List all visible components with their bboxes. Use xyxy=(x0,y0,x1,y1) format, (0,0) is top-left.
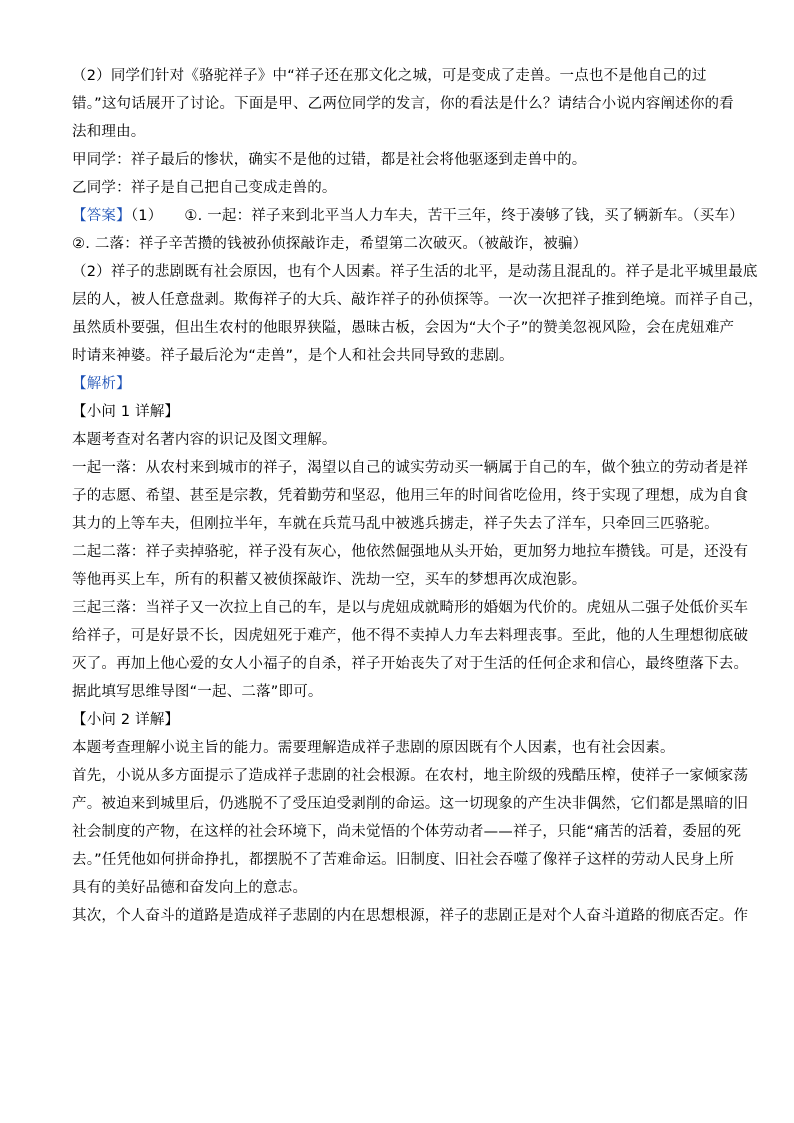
analysis-tag-label: 【解析】 xyxy=(72,376,131,392)
q2-heading: 【小问 2 详解】 xyxy=(72,712,180,728)
question-line: 法和理由。 xyxy=(72,124,146,140)
analysis-line: 社会制度的产物，在这样的社会环境下，尚未觉悟的个体劳动者——祥子，只能“痛苦的活着，委屈的死 xyxy=(72,824,742,840)
analysis-line: 三起三落：当祥子又一次拉上自己的车，是以与虎妞成就畸形的婚姻为代价的。虎妞从二强子处低价买车 xyxy=(72,600,749,616)
analysis-line: 本题考查理解小说主旨的能力。需要理解造成祥子悲剧的原因既有个人因素，也有社会因素。 xyxy=(72,740,675,756)
analysis-line: 其力的上等车夫，但刚拉半年，车就在兵荒马乱中被逃兵掳走，祥子失去了洋车，只牵回三匹骆驼。 xyxy=(72,516,719,532)
analysis-line: 本题考查对名著内容的识记及图文理解。 xyxy=(72,432,337,448)
answer-part1-prefix: （1） xyxy=(130,208,163,224)
student-a-statement: 甲同学：祥子最后的惨状，确实不是他的过错，都是社会将他驱逐到走兽中的。 xyxy=(72,152,587,168)
answer-part2-line: （2）祥子的悲剧既有社会原因，也有个人因素。祥子生活的北平，是动荡且混乱的。祥子是北平城里最底 xyxy=(72,264,758,280)
analysis-line: 一起一落：从农村来到城市的祥子，渴望以自己的诚实劳动买一辆属于自己的车，做个独立的劳动者是祥 xyxy=(72,460,749,476)
answer-part2-line: 时请来神婆。祥子最后沦为“走兽”，是个人和社会共同导致的悲剧。 xyxy=(72,348,514,364)
answer-part2-line: 虽然质朴要强，但出生农村的他眼界狭隘，愚昧古板，会因为“大个子”的赞美忽视风险，会在虎妞难产 xyxy=(72,320,735,336)
question-line: （2）同学们针对《骆驼祥子》中“祥子还在那文化之城，可是变成了走兽。一点也不是他自己的过 xyxy=(72,68,707,84)
analysis-line: 首先，小说从多方面提示了造成祥子悲剧的社会根源。在农村，地主阶级的残酷压榨，使祥子一家倾家荡 xyxy=(72,768,749,784)
student-b-statement: 乙同学：祥子是自己把自己变成走兽的。 xyxy=(72,180,337,196)
analysis-line: 其次，个人奋斗的道路是造成祥子悲剧的内在思想根源，祥子的悲剧正是对个人奋斗道路的彻底否定。作 xyxy=(72,908,749,924)
analysis-line: 具有的美好品德和奋发向上的意志。 xyxy=(72,880,308,896)
q1-heading: 【小问 1 详解】 xyxy=(72,404,180,420)
answer-part1-line1 xyxy=(72,202,744,230)
analysis-line: 据此填写思维导图“一起、二落”即可。 xyxy=(72,684,323,700)
analysis-line: 等他再买上车，所有的积蓄又被侦探敲诈、洗劫一空，买车的梦想再次成泡影。 xyxy=(72,572,587,588)
analysis-line: 子的志愿、希望、甚至是宗教，凭着勤劳和坚忍，他用三年的时间省吃俭用，终于实现了理想，成为自食 xyxy=(72,488,749,504)
analysis-tag xyxy=(72,370,722,398)
answer-part2-line: 层的人，被人任意盘剥。欺侮祥子的大兵、敲诈祥子的孙侦探等。一次一次把祥子推到绝境。而祥子自己， xyxy=(72,292,763,308)
analysis-line: 去。”任凭他如何拼命挣扎，都摆脱不了苦难命运。旧制度、旧社会吞噬了像祥子这样的劳动人民身上所 xyxy=(72,852,734,868)
answer-item-2: ②. 二落：祥子辛苦攒的钱被孙侦探敲诈走，希望第二次破灭。（被敲诈，被骗） xyxy=(72,236,588,252)
analysis-line: 给祥子，可是好景不长，因虎妞死于难产，他不得不卖掉人力车去料理丧事。至此，他的人生理想彻底破 xyxy=(72,628,749,644)
analysis-line: 二起二落：祥子卖掉骆驼，祥子没有灰心，他依然倔强地从头开始，更加努力地拉车攒钱。可是，还没有 xyxy=(72,544,749,560)
analysis-line: 灭了。再加上他心爱的女人小福子的自杀，祥子开始丧失了对于生活的任何企求和信心，最终堕落下去。 xyxy=(72,656,749,672)
document-body xyxy=(72,62,763,930)
analysis-line: 产。被迫来到城里后，仍逃脱不了受压迫受剥削的命运。这一切现象的产生决非偶然，它们都是黑暗的旧 xyxy=(72,796,749,812)
answer-item-1: ①. 一起：祥子来到北平当人力车夫，苦干三年，终于凑够了钱，买了辆新车。（买车） xyxy=(184,208,744,224)
question-line: 错。”这句话展开了讨论。下面是甲、乙两位同学的发言，你的看法是什么？请结合小说内容阐述你的看 xyxy=(72,96,734,112)
answer-tag: 【答案】 xyxy=(72,208,131,224)
